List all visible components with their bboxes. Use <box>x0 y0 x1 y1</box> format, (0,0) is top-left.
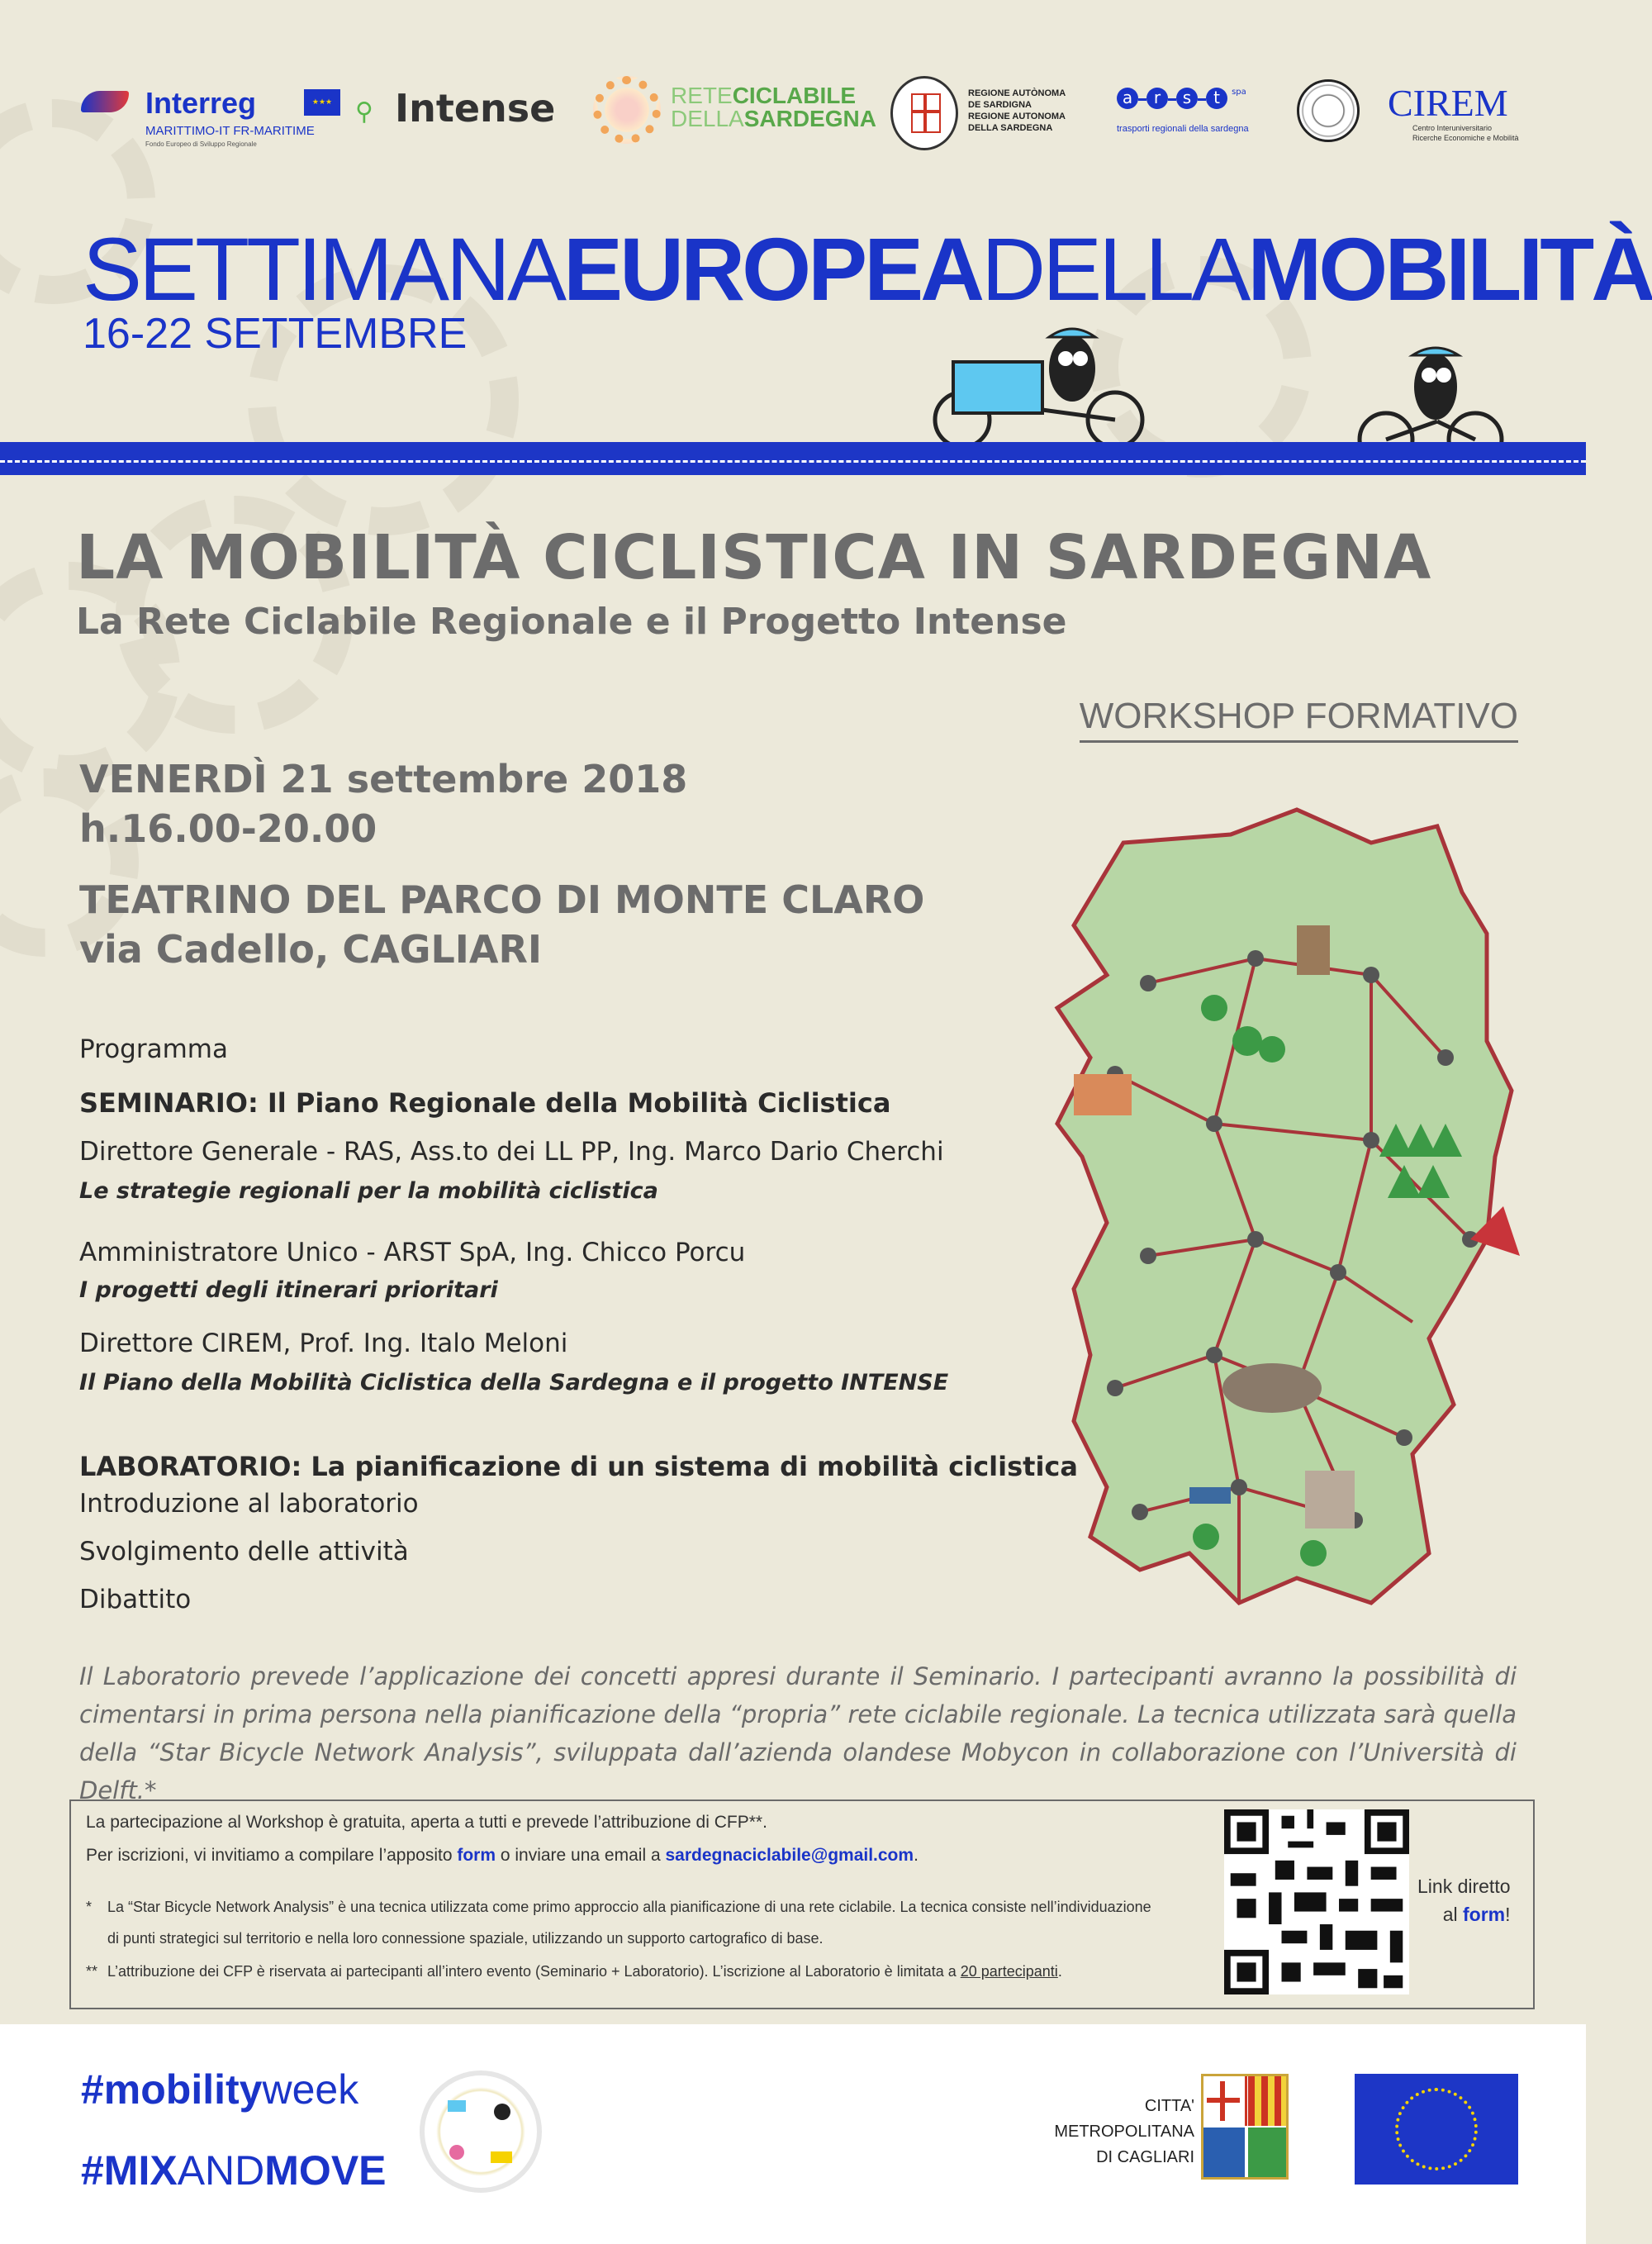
info-registration-line <box>86 1846 919 1866</box>
sardinia-map-illustration <box>1024 810 1520 1636</box>
cirem-sub: Centro Interuniversitario <box>1412 124 1493 132</box>
qr-code[interactable] <box>1224 1809 1409 1994</box>
seminar-title: Il Piano Regionale della Mobilità Ciclistica <box>267 1087 891 1119</box>
arst-logo <box>1117 88 1274 154</box>
event-venue: TEATRINO DEL PARCO DI MONTE CLARO <box>79 877 925 922</box>
arst-letter: a <box>1117 88 1138 109</box>
lab-item: Svolgimento delle attività <box>79 1537 409 1567</box>
regione-line: DELLA SARDEGNA <box>968 123 1053 133</box>
registration-info-box <box>69 1799 1535 2009</box>
citta-line: DI CAGLIARI <box>1096 2148 1194 2166</box>
lab-item: Dibattito <box>79 1585 192 1614</box>
eu-flag-icon <box>1355 2074 1518 2185</box>
regione-coat-of-arms-icon <box>890 76 958 150</box>
qr-label-text: al <box>1442 1904 1463 1925</box>
title-part: DELLA <box>981 219 1248 319</box>
rete-ciclabile-logo <box>593 76 876 150</box>
regione-sardegna-logo <box>890 76 1097 154</box>
form-link[interactable]: form <box>457 1846 496 1865</box>
footnote-text: La “Star Bicycle Network Analysis” è una tecnica utilizzata come primo approccio alla pianificazione di una rete ciclabile. La tecnica consiste nell’individuazione <box>107 1899 1151 1915</box>
event-series-title <box>83 219 1652 319</box>
hashtag-part: MOVE <box>264 2147 387 2194</box>
main-subtitle: La Rete Ciclabile Regionale e il Progetto Intense <box>76 601 1067 643</box>
arst-letter: r <box>1146 88 1168 109</box>
speaker-name: Direttore Generale - RAS, Ass.to dei LL PP, Ing. Marco Dario Cherchi <box>79 1137 944 1167</box>
intense-logo <box>355 86 570 135</box>
mobility-week-badge-icon <box>420 2070 542 2193</box>
header-band-dashes <box>0 460 1586 463</box>
hashtag-part: week <box>262 2066 359 2113</box>
hashtag-part: AND <box>177 2147 265 2194</box>
footnote-text: L’attribuzione dei CFP è riservata ai partecipanti all’intero evento (Seminario + Laboratorio). L’iscrizione al Laboratorio è limitata a <box>107 1963 961 1980</box>
footnote-mark: * <box>86 1899 93 1915</box>
info-text: o inviare una email a <box>496 1846 666 1865</box>
event-dates: 16-22 SETTEMBRE <box>83 310 468 358</box>
qr-label-line: Link diretto <box>1417 1876 1511 1897</box>
regione-line: REGIONE AUTONOMA <box>968 112 1066 121</box>
hashtag-part: #MIX <box>81 2147 178 2194</box>
seminar-label: SEMINARIO: <box>79 1087 259 1119</box>
interreg-name: Interreg <box>145 86 257 120</box>
seminar-heading <box>79 1087 890 1119</box>
info-text: Per iscrizioni, vi invitiamo a compilare l’apposito <box>86 1846 458 1865</box>
cargo-bike-illustration <box>925 321 1156 453</box>
title-part: MOBILITÀ <box>1247 219 1652 319</box>
rete-line1b: CICLABILE <box>732 83 857 108</box>
interreg-swoosh-icon <box>81 91 129 112</box>
arst-sub: trasporti regionali della sardegna <box>1117 124 1249 134</box>
lab-title: La pianificazione di un sistema di mobilità ciclistica <box>311 1451 1078 1482</box>
footer <box>0 2024 1586 2244</box>
cirem-logo <box>1388 81 1528 147</box>
footnote-mark: ** <box>86 1963 98 1980</box>
qr-label <box>1417 1872 1511 1928</box>
bicycle-icon: ⚲ <box>355 97 373 126</box>
interreg-sub2: Fondo Europeo di Sviluppo Regionale <box>145 140 257 148</box>
arst-letters <box>1117 88 1246 109</box>
lab-heading <box>79 1451 1078 1482</box>
cirem-name: CIREM <box>1388 82 1508 124</box>
event-address: via Cadello, CAGLIARI <box>79 927 543 972</box>
arst-letter: s <box>1176 88 1198 109</box>
hashtag-part: #mobility <box>81 2066 263 2113</box>
qr-label-text: ! <box>1505 1904 1511 1925</box>
email-link[interactable]: sardegnaciclabile@gmail.com <box>665 1846 914 1865</box>
citta-metropolitana-coat-of-arms-icon <box>1201 2074 1289 2180</box>
speaker-talk: Il Piano della Mobilità Ciclistica della Sardegna e il progetto INTENSE <box>79 1370 949 1395</box>
title-part: SETTIMANA <box>83 219 564 319</box>
lab-label: LABORATORIO: <box>79 1451 302 1482</box>
interreg-sub: MARITTIMO-IT FR-MARITIME <box>145 124 315 138</box>
footnote <box>86 1899 1151 1916</box>
interreg-logo <box>81 86 345 152</box>
header-band <box>0 442 1586 475</box>
footnote: di punti strategici sul territorio e nella loro connessione spaziale, utilizzando un supporto cartografico di base. <box>107 1930 824 1947</box>
speaker-name: Direttore CIREM, Prof. Ing. Italo Meloni <box>79 1329 568 1358</box>
lab-item: Introduzione al laboratorio <box>79 1489 419 1519</box>
cirem-sub: Ricerche Economiche e Mobilità <box>1412 134 1519 142</box>
speaker-name: Amministratore Unico - ARST SpA, Ing. Chicco Porcu <box>79 1238 746 1267</box>
qr-label-line <box>1417 1900 1511 1928</box>
rete-line1a: RETE <box>671 83 733 108</box>
citta-line: CITTA' <box>1144 2097 1194 2115</box>
laboratory-note: Il Laboratorio prevede l’applicazione dei concetti appresi durante il Seminario. I partecipanti avranno la possibilità di cimentarsi in prima persona nella pianificazione della “propria” rete ciclabile regionale. La tecnica utilizzata sarà quella della “Star Bicycle Network Analysis”, sviluppata dall’azienda olandese Mobycon in collaborazione con l’Università di Delft.* <box>79 1662 1517 1804</box>
footnote-text: 20 partecipanti <box>960 1963 1058 1980</box>
hashtag-mobilityweek <box>81 2066 358 2113</box>
main-title: LA MOBILITÀ CICLISTICA IN SARDEGNA <box>76 522 1432 593</box>
footnote <box>86 1963 1062 1980</box>
workshop-label: WORKSHOP FORMATIVO <box>1080 696 1518 743</box>
rete-line2a: DELLA <box>671 106 744 131</box>
event-time: h.16.00-20.00 <box>79 806 377 851</box>
eu-flag-icon: ★★★ <box>304 89 340 116</box>
info-line: La partecipazione al Workshop è gratuita, aperta a tutti e prevede l’attribuzione di CFP**. <box>86 1813 767 1832</box>
intense-name: Intense <box>395 86 556 131</box>
rete-line2b: SARDEGNA <box>743 106 876 131</box>
speaker-talk: Le strategie regionali per la mobilità ciclistica <box>79 1178 658 1204</box>
arst-suffix: spa <box>1232 88 1246 97</box>
arst-letter: t <box>1206 88 1227 109</box>
citta-line: METROPOLITANA <box>1054 2123 1194 2141</box>
university-seal-icon <box>1297 79 1360 142</box>
footnote-text: . <box>1057 1963 1062 1980</box>
info-text: . <box>914 1846 919 1865</box>
event-date: VENERDÌ 21 settembre 2018 <box>79 757 688 801</box>
program-heading: Programma <box>79 1034 228 1064</box>
speaker-talk: I progetti degli itinerari prioritari <box>79 1277 498 1303</box>
qr-form-link[interactable]: form <box>1463 1904 1506 1925</box>
mandala-icon <box>593 76 661 144</box>
title-part: EUROPEA <box>563 219 982 319</box>
citta-metropolitana-label <box>1041 2094 1194 2170</box>
regione-line: DE SARDIGNA <box>968 100 1032 110</box>
hashtag-mixandmove <box>81 2147 387 2194</box>
regione-line: REGIONE AUTÒNOMA <box>968 88 1066 98</box>
